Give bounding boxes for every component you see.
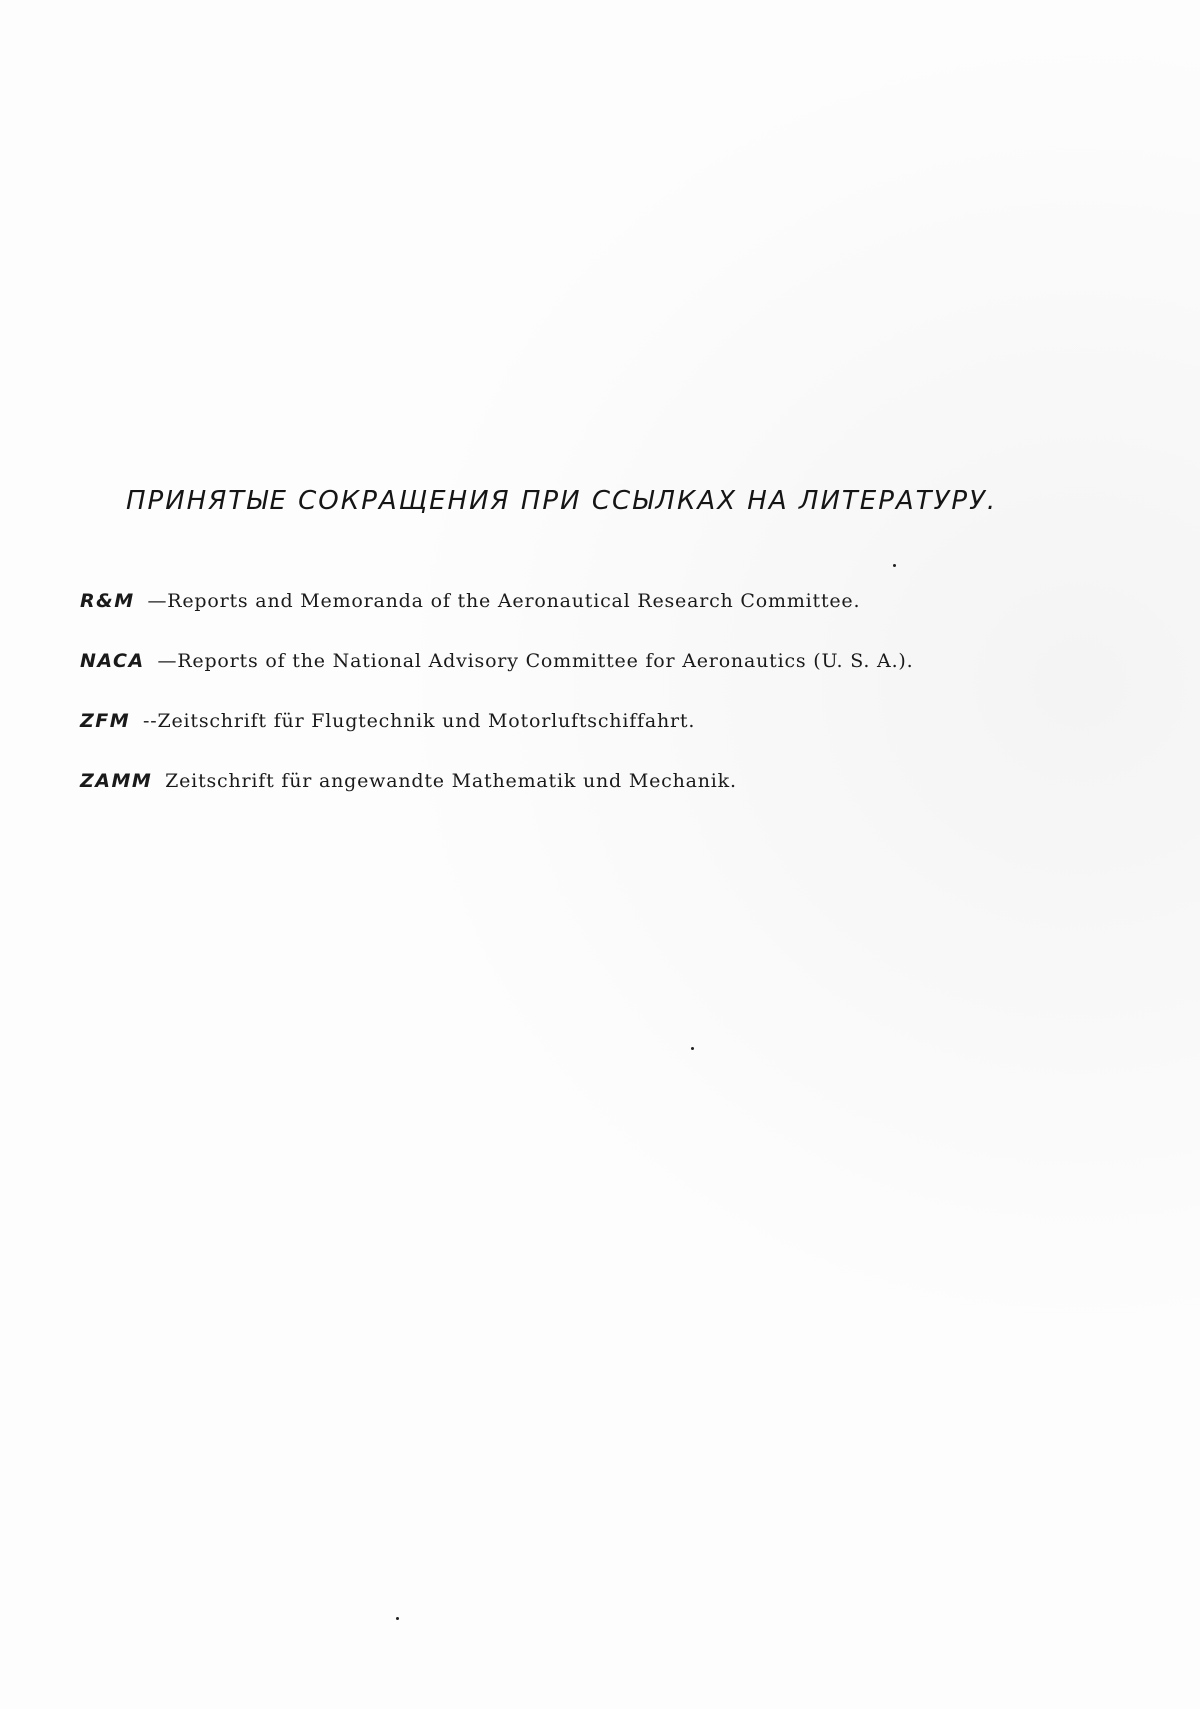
abbreviation: ZAMM bbox=[80, 770, 153, 792]
abbreviation: NACA bbox=[80, 650, 145, 672]
list-item bbox=[80, 706, 1080, 766]
abbreviation-description: --Zeitschrift für Flugtechnik und Motorluftschiffahrt. bbox=[143, 710, 696, 732]
abbreviation-description: Zeitschrift für angewandte Mathematik und Mechanik. bbox=[165, 770, 737, 792]
abbreviation-description: —Reports of the National Advisory Committee for Aeronautics (U. S. A.). bbox=[157, 650, 914, 672]
page-heading: ПРИНЯТЫЕ СОКРАЩЕНИЯ ПРИ ССЫЛКАХ НА ЛИТЕРАТУРУ. bbox=[126, 486, 998, 516]
list-item bbox=[80, 766, 1080, 826]
scan-speck bbox=[396, 1617, 399, 1620]
abbreviations-list bbox=[80, 586, 1080, 826]
list-item bbox=[80, 586, 1080, 646]
abbreviation: ZFM bbox=[80, 710, 131, 732]
scan-speck bbox=[691, 1047, 694, 1050]
scan-speck bbox=[893, 564, 896, 567]
list-item bbox=[80, 646, 1080, 706]
abbreviation-description: —Reports and Memoranda of the Aeronautical Research Committee. bbox=[147, 590, 861, 612]
abbreviation: R&M bbox=[80, 590, 135, 612]
